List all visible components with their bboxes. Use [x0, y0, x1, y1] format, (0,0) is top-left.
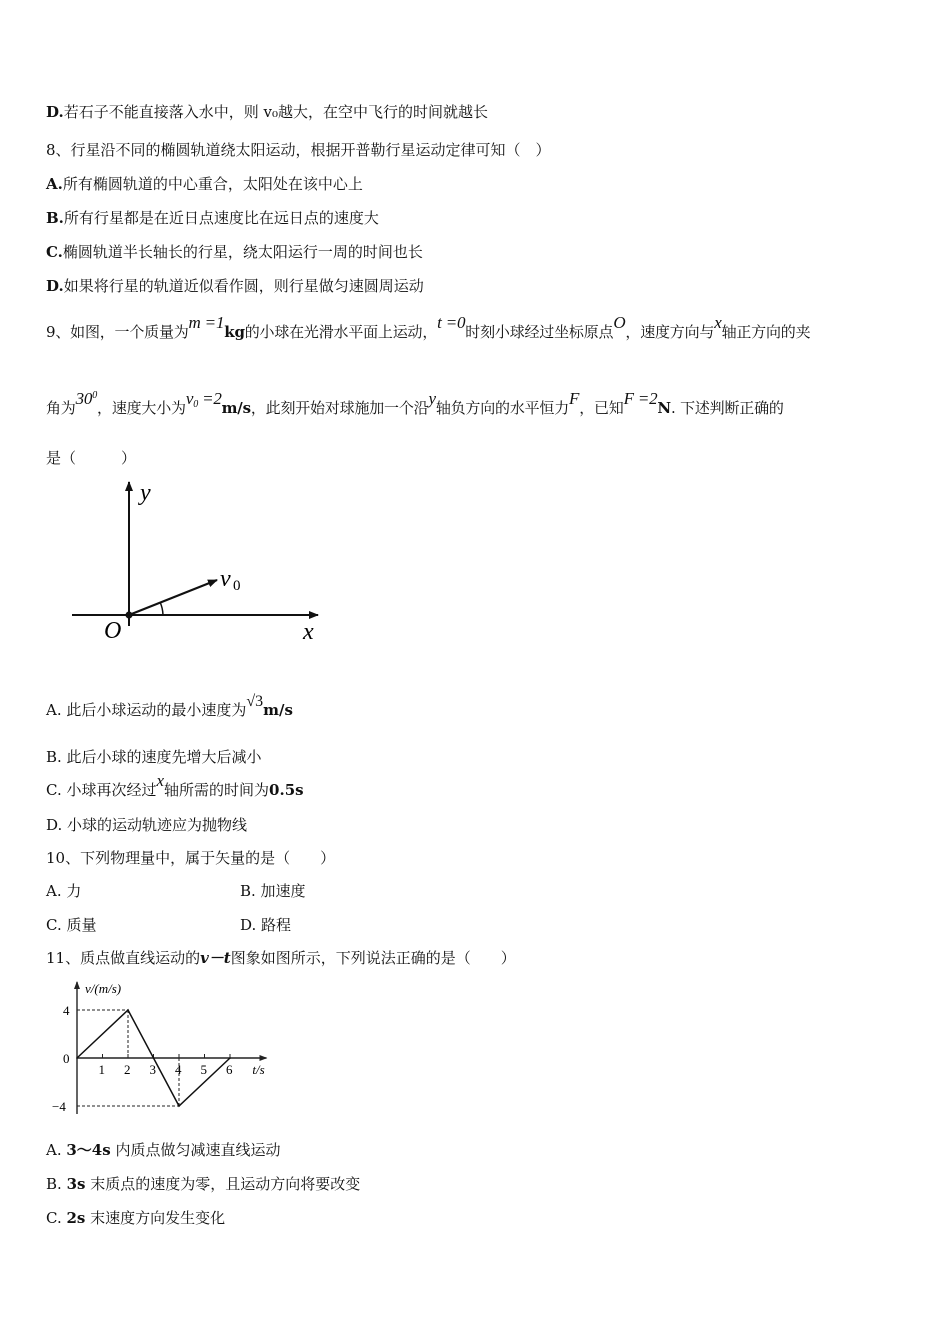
q11-stem-post: 图象如图所示，下列说法正确的是（ ）: [230, 949, 516, 967]
q8-option-d: [46, 276, 424, 296]
q9-velocity-eq: =2: [198, 389, 222, 408]
q9-velocity-symbol: v: [185, 389, 194, 408]
q11-vt-chart: [46, 978, 276, 1120]
q9-text-11: . 下述判断正确的: [670, 399, 784, 417]
q11-option-c-bold: 2s: [66, 1209, 86, 1227]
q8-option-c-key: C.: [46, 243, 63, 261]
q10-option-c: C. 质量: [46, 916, 97, 934]
vt-y-axis-label: v/(m/s): [85, 981, 122, 996]
vt-x-tick-label: 1: [98, 1062, 105, 1077]
q9-velocity-sub: 0: [193, 399, 199, 410]
vt-x-tick-label: 5: [200, 1062, 207, 1077]
q9-text-10: ，已知: [579, 399, 624, 417]
angle-arc: [160, 602, 163, 615]
q9-option-a-text: A. 此后小球运动的最小速度为: [46, 701, 247, 719]
q9-option-a: [46, 693, 293, 721]
q9-mass-unit: kg: [224, 323, 245, 341]
q9-text-3: 时刻小球经过坐标原点: [465, 323, 614, 341]
q9-text-7: ，速度大小为: [97, 399, 186, 417]
vt-x-tick-label: 3: [149, 1062, 156, 1077]
q9-option-c-text2: 轴所需的时间为: [164, 781, 270, 799]
q9-text-4: ，速度方向与: [625, 323, 715, 341]
q9-option-c: [46, 771, 304, 800]
q9-option-a-sqrt: √3: [246, 693, 264, 710]
q9-text-8: ，此刻开始对球施加一个沿: [250, 399, 429, 417]
q9-option-c-text: C. 小球再次经过: [46, 781, 157, 799]
q11-option-b-text: 末质点的速度为零，且运动方向将要改变: [85, 1175, 361, 1193]
velocity-label-sub: 0: [233, 578, 241, 594]
y-axis-label: y: [140, 480, 151, 506]
q9-force-expr: F =2: [623, 389, 658, 408]
q8-option-c: [46, 242, 423, 262]
q8-option-c-text: 椭圆轨道半长轴长的行星，绕太阳运行一周的时间也长: [62, 243, 423, 261]
velocity-label: v: [220, 566, 231, 592]
vt-y-tick-label: −4: [52, 1099, 66, 1114]
vt-x-tick-label: 2: [124, 1062, 131, 1077]
q9-y-symbol: y: [428, 389, 436, 408]
q9-text-5: 轴正方向的夹: [721, 323, 811, 341]
q11-stem-pre: 11、质点做直线运动的: [46, 949, 201, 967]
q9-force-unit: N: [657, 399, 671, 417]
q9-x-symbol: x: [714, 313, 722, 332]
q9-stem-line-3: 是（ ）: [46, 449, 137, 467]
q9-option-d: D. 小球的运动轨迹应为抛物线: [46, 816, 248, 834]
q8-option-a: [46, 174, 363, 194]
q9-stem-line-1: [46, 313, 811, 342]
q9-option-a-unit: m/s: [263, 701, 293, 719]
q9-velocity-unit: m/s: [221, 399, 251, 417]
q11-option-c-key: C.: [46, 1209, 67, 1227]
vt-data-point: [76, 1057, 78, 1059]
q9-velocity-figure: [60, 476, 340, 651]
q9-velocity-expr: [186, 389, 222, 408]
q7-option-d: [46, 102, 488, 122]
q9-text-9: 轴负方向的水平恒力: [435, 399, 570, 417]
q8-option-a-key: A.: [46, 175, 63, 193]
q10-stem: 10、下列物理量中，属于矢量的是（ ）: [46, 849, 336, 867]
q11-option-b: [46, 1174, 360, 1194]
q9-angle-degree: 0: [92, 390, 98, 401]
q10-option-a: A. 力: [46, 882, 82, 900]
q8-stem: 8、行星沿不同的椭圆轨道绕太阳运动，根据开普勒行星运动定律可知（ ）: [46, 141, 551, 159]
q7-option-d-key: D.: [46, 103, 64, 121]
q11-option-a-key: A.: [46, 1141, 67, 1159]
q11-option-c-text: 末速度方向发生变化: [85, 1209, 226, 1227]
q11-stem-vt: v－t: [200, 949, 231, 967]
q10-option-b: B. 加速度: [240, 882, 306, 900]
vt-data-point: [229, 1057, 231, 1059]
q9-time-expr: t =0: [437, 313, 466, 332]
q8-option-b-key: B.: [46, 209, 64, 227]
q10-option-d: D. 路程: [240, 916, 292, 934]
q11-option-b-key: B.: [46, 1175, 67, 1193]
vt-x-tick-label: 4: [175, 1062, 182, 1077]
q8-option-d-key: D.: [46, 277, 64, 295]
q9-force-symbol: F: [569, 389, 580, 408]
q9-text-2: 的小球在光滑水平面上运动，: [244, 323, 438, 341]
q8-option-a-text: 所有椭圆轨道的中心重合，太阳处在该中心上: [62, 175, 363, 193]
vt-x-tick-label: 6: [226, 1062, 233, 1077]
q9-option-b: B. 此后小球的速度先增大后减小: [46, 748, 262, 766]
origin-point: [126, 612, 133, 619]
vt-x-axis-label: t/s: [252, 1062, 265, 1077]
q11-option-b-bold: 3s: [66, 1175, 86, 1193]
q7-option-d-text: 若石子不能直接落入水中，则 v₀越大，在空中飞行的时间就越长: [63, 103, 488, 121]
q11-stem: [46, 948, 516, 968]
q8-option-b-text: 所有行星都是在近日点速度比在远日点的速度大: [63, 209, 379, 227]
q11-option-a-text: 内质点做匀减速直线运动: [110, 1141, 281, 1159]
origin-label: O: [104, 618, 122, 644]
q11-option-a-bold: 3～4s: [66, 1141, 111, 1159]
x-axis-label: x: [303, 619, 314, 645]
vt-y-tick-label: 0: [63, 1051, 70, 1066]
q9-option-c-x: x: [156, 771, 165, 790]
vt-data-point: [178, 1105, 180, 1107]
q9-origin-symbol: O: [613, 313, 626, 332]
q11-option-c: [46, 1208, 225, 1228]
q8-option-b: [46, 208, 379, 228]
q9-mass-expr: m =1: [188, 313, 225, 332]
q11-option-a: [46, 1140, 280, 1160]
vt-y-tick-label: 4: [63, 1003, 70, 1018]
q8-option-d-text: 如果将行星的轨道近似看作圆，则行星做匀速圆周运动: [63, 277, 424, 295]
q9-text-1: 9、如图，一个质量为: [46, 323, 189, 341]
q9-text-6: 角为: [46, 399, 76, 417]
q9-stem-line-2: [46, 389, 784, 421]
q9-angle-num: 30: [75, 389, 93, 408]
q9-angle: [76, 389, 97, 408]
q9-option-c-value: 0.5s: [269, 781, 304, 799]
vt-data-point: [127, 1009, 129, 1011]
velocity-vector: [129, 580, 217, 615]
